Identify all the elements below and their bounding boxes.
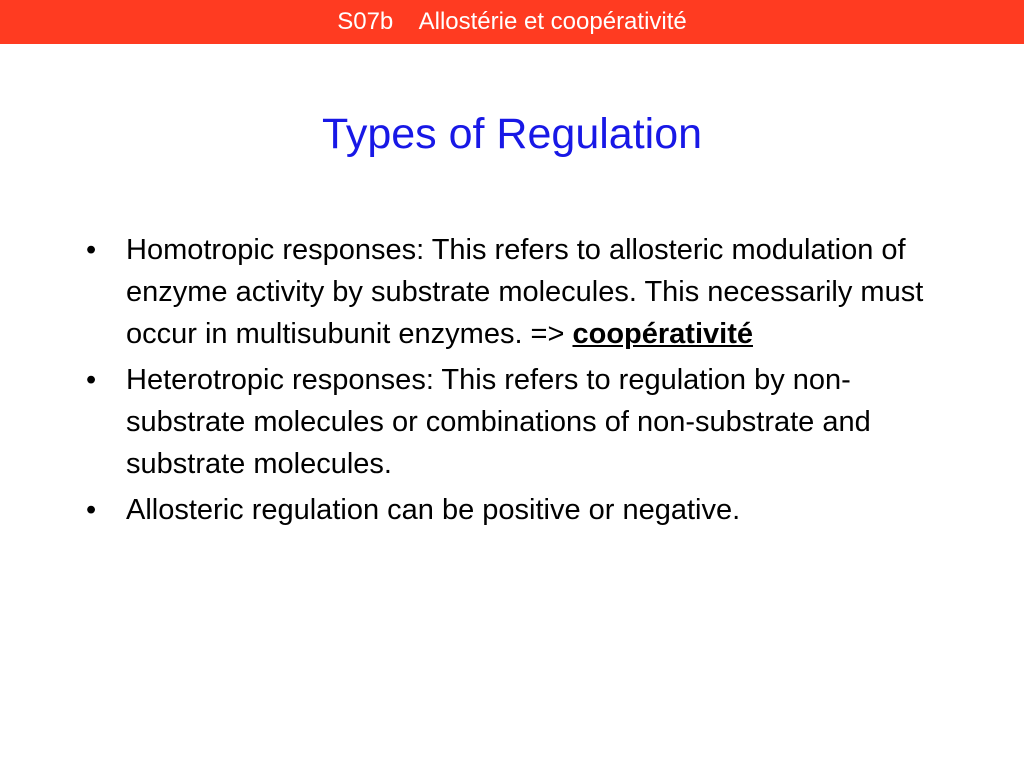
header-bar bbox=[0, 0, 1024, 44]
bullet-text: Allosteric regulation can be positive or negative. bbox=[126, 494, 741, 526]
bullet-text: Homotropic responses: This refers to allosteric modulation of enzyme activity by substrate molecules. This necessarily must occur in multisubunit enzymes. => bbox=[126, 234, 924, 350]
bullet-text: Heterotropic responses: This refers to regulation by non-substrate molecules or combinations of non-substrate and substrate molecules. bbox=[126, 364, 871, 480]
bullet-icon: • bbox=[86, 494, 97, 526]
emphasis-term: coopérativité bbox=[572, 318, 753, 350]
bullet-item-allosteric bbox=[86, 489, 946, 531]
bullet-item-heterotropic bbox=[86, 359, 946, 485]
bullet-list bbox=[86, 229, 946, 535]
slide-title: Types of Regulation bbox=[321, 110, 703, 158]
bullet-icon: • bbox=[86, 364, 97, 396]
bullet-item-homotropic bbox=[86, 229, 946, 355]
bullet-icon: • bbox=[86, 234, 97, 266]
header-text: S07b Allostérie et coopérativité bbox=[337, 8, 687, 35]
